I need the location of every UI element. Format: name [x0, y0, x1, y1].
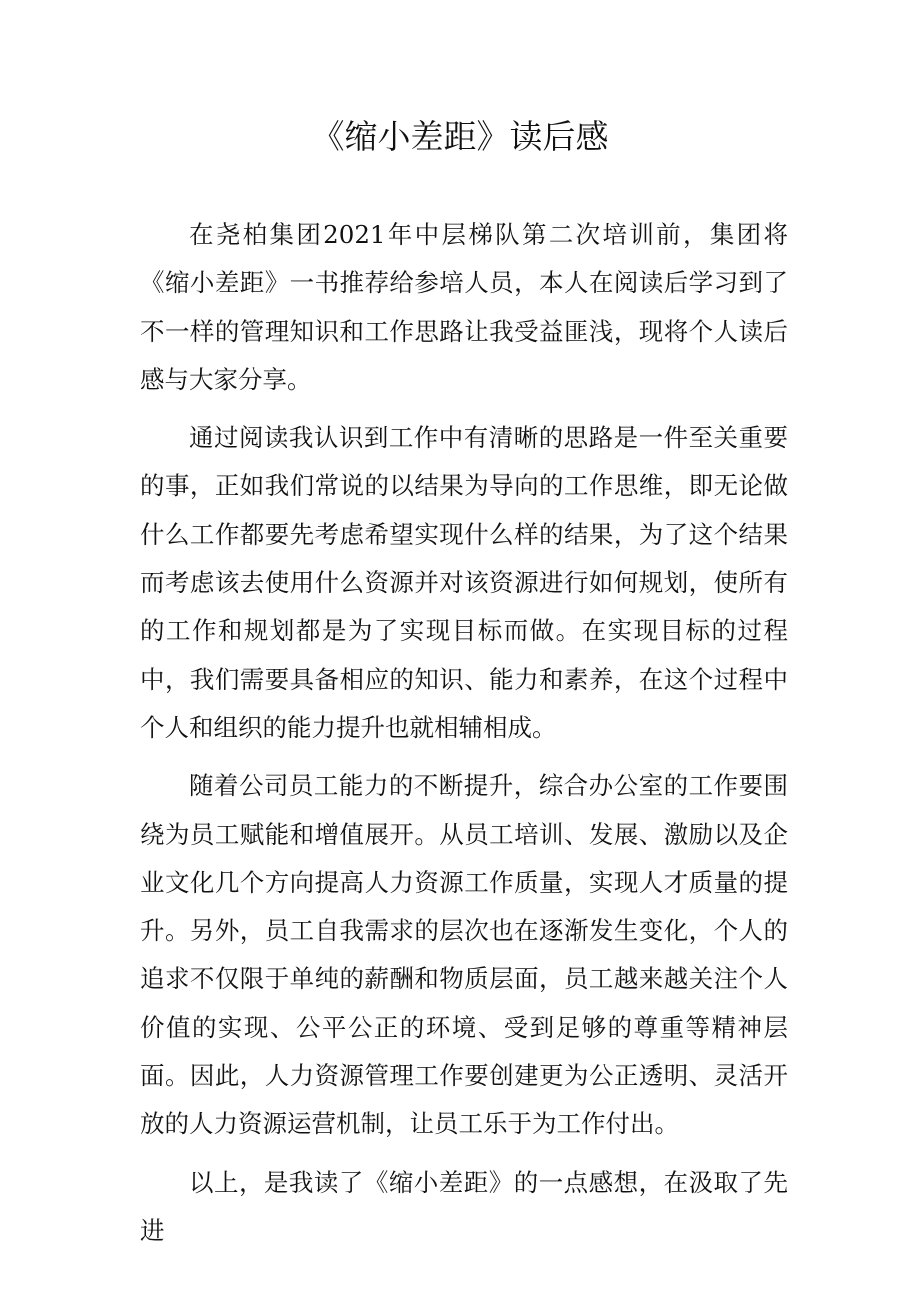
paragraph-hr-work: 随着公司员工能力的不断提升，综合办公室的工作要围绕为员工赋能和增值展开。从员工培训、发展、激励以及企业文化几个方向提高人力资源工作质量，实现人才质量的提升。另外，员工自我需求的层次也在逐渐发生变化，个人的追求不仅限于单纯的薪酬和物质层面，员工越来越关注个人价值的实现、公平公正的环境、受到足够的尊重等精神层面。因此，人力资源管理工作要创建更为公正透明、灵活开放的人力资源运营机制，让员工乐于为工作付出。 [140, 771, 788, 1139]
document-title: 《缩小差距》读后感 [311, 117, 609, 156]
document-body [140, 211, 788, 1265]
paragraph-intro: 在尧柏集团2021年中层梯队第二次培训前，集团将《缩小差距》一书推荐给参培人员，本人在阅读后学习到了不一样的管理知识和工作思路让我受益匪浅，现将个人读后感与大家分享。 [140, 220, 788, 394]
paragraph-conclusion: 以上，是我读了《缩小差距》的一点感想，在汲取了先进 [140, 1167, 788, 1245]
paragraph-thinking: 通过阅读我认识到工作中有清晰的思路是一件至关重要的事，正如我们常说的以结果为导向的工作思维，即无论做什么工作都要先考虑希望实现什么样的结果，为了这个结果而考虑该去使用什么资源并对该资源进行如何规划，使所有的工作和规划都是为了实现目标而做。在实现目标的过程中，我们需要具备相应的知识、能力和素养，在这个过程中个人和组织的能力提升也就相辅相成。 [140, 423, 788, 742]
